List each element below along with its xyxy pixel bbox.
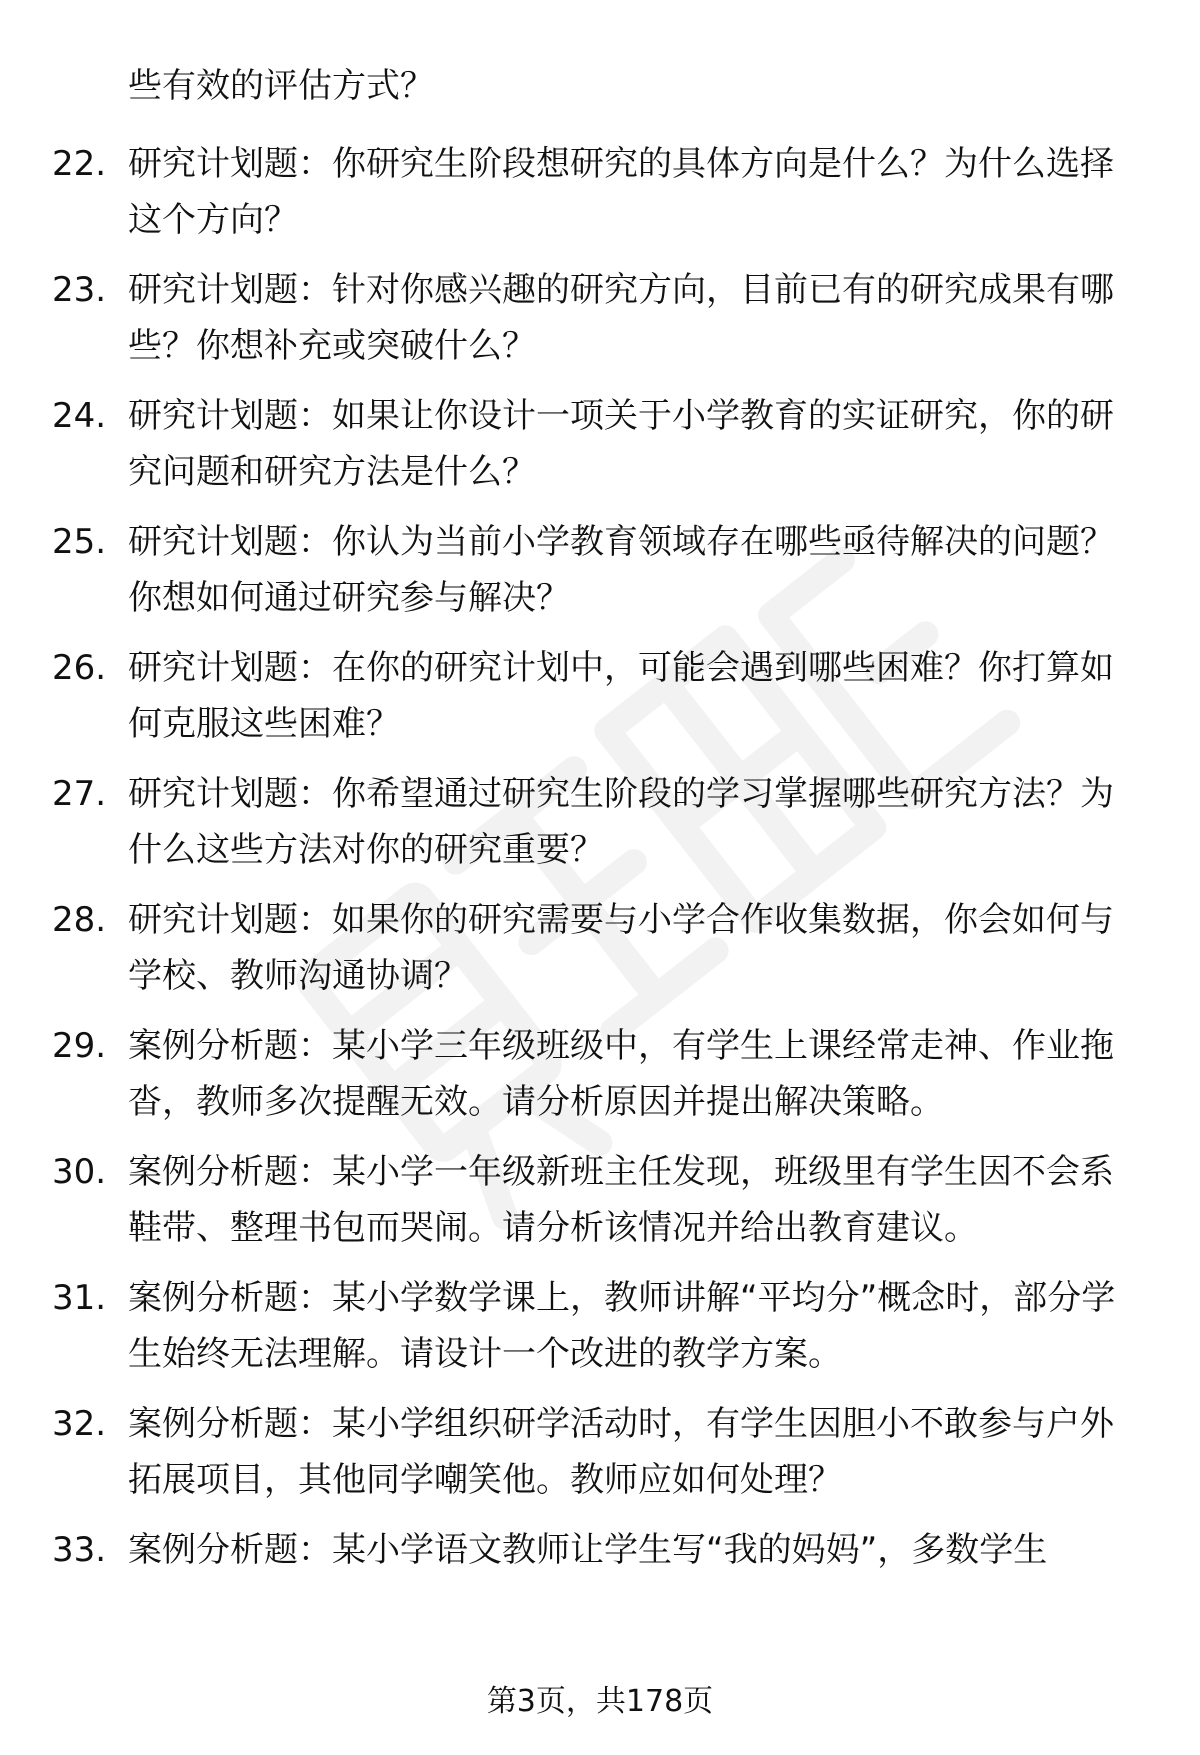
question-item bbox=[0, 766, 1200, 892]
page-footer: 第3页，共178页 bbox=[486, 1684, 714, 1719]
question-number: 26. bbox=[52, 648, 107, 688]
question-item bbox=[0, 262, 1200, 388]
question-item bbox=[0, 388, 1200, 514]
question-item bbox=[0, 514, 1200, 640]
question-number: 22. bbox=[52, 144, 107, 184]
question-text: 案例分析题：某小学语文教师让学生写“我的妈妈”，多数学生 bbox=[128, 1530, 1048, 1570]
question-item bbox=[0, 1270, 1200, 1396]
question-text: 研究计划题：针对你感兴趣的研究方向，目前已有的研究成果有哪些？你想补充或突破什么？ bbox=[128, 270, 1114, 366]
question-text: 案例分析题：某小学数学课上，教师讲解“平均分”概念时，部分学生始终无法理解。请设计一个改进的教学方案。 bbox=[128, 1278, 1116, 1374]
continuation-text: 些有效的评估方式？ bbox=[128, 66, 434, 106]
question-text: 案例分析题：某小学三年级班级中，有学生上课经常走神、作业拖沓，教师多次提醒无效。请分析原因并提出解决策略。 bbox=[128, 1026, 1114, 1122]
question-number: 32. bbox=[52, 1404, 107, 1444]
question-number: 23. bbox=[52, 270, 107, 310]
question-item bbox=[0, 1522, 1200, 1648]
question-number: 29. bbox=[52, 1026, 107, 1066]
question-text: 研究计划题：如果让你设计一项关于小学教育的实证研究，你的研究问题和研究方法是什么？ bbox=[128, 396, 1114, 492]
question-number: 24. bbox=[52, 396, 107, 436]
question-text: 案例分析题：某小学一年级新班主任发现，班级里有学生因不会系鞋带、整理书包而哭闹。请分析该情况并给出教育建议。 bbox=[128, 1152, 1114, 1248]
question-number: 28. bbox=[52, 900, 107, 940]
question-number: 31. bbox=[52, 1278, 107, 1318]
question-text: 研究计划题：你认为当前小学教育领域存在哪些亟待解决的问题？你想如何通过研究参与解决？ bbox=[128, 522, 1114, 618]
question-item bbox=[0, 1396, 1200, 1522]
question-item bbox=[0, 640, 1200, 766]
question-number: 25. bbox=[52, 522, 107, 562]
question-list bbox=[0, 136, 1200, 1648]
question-item bbox=[0, 136, 1200, 262]
question-text: 研究计划题：在你的研究计划中，可能会遇到哪些困难？你打算如何克服这些困难？ bbox=[128, 648, 1114, 744]
question-item bbox=[0, 1018, 1200, 1144]
question-number: 30. bbox=[52, 1152, 107, 1192]
question-text: 研究计划题：你研究生阶段想研究的具体方向是什么？为什么选择这个方向？ bbox=[128, 144, 1114, 240]
question-number: 27. bbox=[52, 774, 107, 814]
question-item bbox=[0, 892, 1200, 1018]
question-text: 研究计划题：如果你的研究需要与小学合作收集数据，你会如何与学校、教师沟通协调？ bbox=[128, 900, 1114, 996]
question-text: 研究计划题：你希望通过研究生阶段的学习掌握哪些研究方法？为什么这些方法对你的研究重要？ bbox=[128, 774, 1114, 870]
question-text: 案例分析题：某小学组织研学活动时，有学生因胆小不敢参与户外拓展项目，其他同学嘲笑他。教师应如何处理？ bbox=[128, 1404, 1114, 1500]
question-number: 33. bbox=[52, 1530, 107, 1570]
question-item bbox=[0, 1144, 1200, 1270]
